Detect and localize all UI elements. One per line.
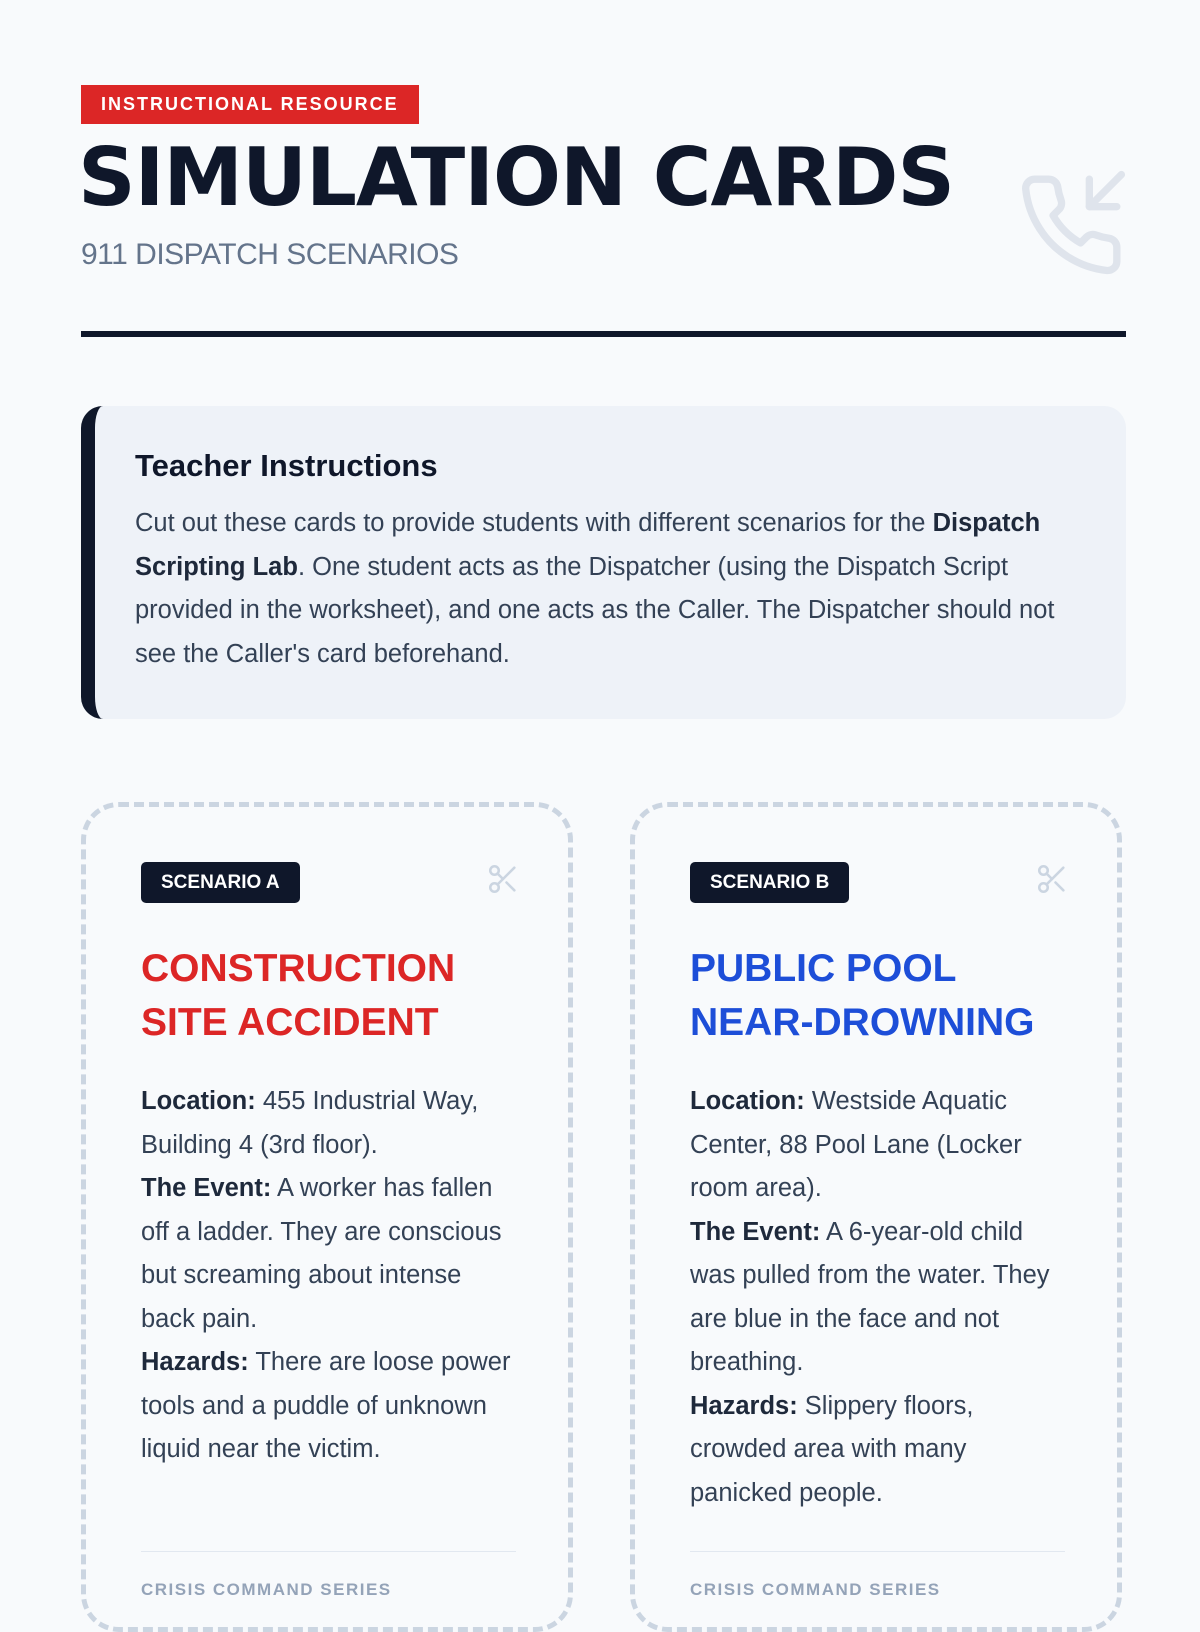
instructions-text bbox=[135, 502, 1085, 676]
scenario-details bbox=[141, 1080, 521, 1472]
location-label: Location: bbox=[141, 1087, 256, 1115]
card-footer: CRISIS COMMAND SERIES bbox=[690, 1580, 941, 1599]
scenario-badge: SCENARIO A bbox=[141, 862, 300, 903]
teacher-instructions-panel bbox=[81, 406, 1126, 719]
hazards-label: Hazards: bbox=[141, 1348, 249, 1376]
card-divider bbox=[690, 1551, 1065, 1552]
header-divider bbox=[81, 331, 1126, 337]
event-value: A 6-year-old child was pulled from the water. They are blue in the face and not breathing. bbox=[690, 1217, 1050, 1376]
instructions-text-part: . One student acts as the Dispatcher (using the Dispatch Script provided in the worksheet), and one acts as the Caller. The Dispatcher should not see the Caller's card beforehand. bbox=[135, 552, 1055, 668]
scenario-title bbox=[690, 942, 1090, 1050]
phone-incoming-icon bbox=[1016, 170, 1126, 280]
scissors-icon bbox=[1035, 862, 1069, 896]
scenario-badge: SCENARIO B bbox=[690, 862, 849, 903]
scenario-title-line: CONSTRUCTION bbox=[141, 947, 456, 990]
event-label: The Event: bbox=[690, 1217, 821, 1246]
scissors-icon bbox=[486, 862, 520, 896]
scenario-title-line: SITE ACCIDENT bbox=[141, 1001, 439, 1044]
event-label: The Event: bbox=[141, 1174, 272, 1202]
hazards-label: Hazards: bbox=[690, 1391, 798, 1420]
page-subtitle: 911 DISPATCH SCENARIOS bbox=[81, 238, 459, 271]
location-label: Location: bbox=[690, 1087, 805, 1115]
scenario-title-line: PUBLIC POOL bbox=[690, 947, 957, 990]
location-value: Westside Aquatic Center, 88 Pool Lane (Locker room area). bbox=[690, 1087, 1022, 1202]
page-title: SIMULATION CARDS bbox=[78, 131, 955, 224]
instructions-text-part: Cut out these cards to provide students with different scenarios for the bbox=[135, 509, 933, 537]
card-divider bbox=[141, 1551, 516, 1552]
hazards-value: There are loose power tools and a puddle of unknown liquid near the victim. bbox=[141, 1348, 511, 1463]
scenario-title-line: NEAR-DROWNING bbox=[690, 1001, 1035, 1044]
instructions-title: Teacher Instructions bbox=[135, 448, 438, 483]
scenario-card-b bbox=[630, 802, 1122, 1632]
hazards-value: Slippery floors, crowded area with many panicked people. bbox=[690, 1391, 974, 1507]
scenario-card-a bbox=[81, 802, 573, 1632]
scenario-title bbox=[141, 942, 541, 1050]
event-value: A worker has fallen off a ladder. They are conscious but screaming about intense back pain. bbox=[141, 1174, 502, 1333]
instructions-lab-name: Dispatch Scripting Lab bbox=[135, 509, 1041, 581]
card-footer: CRISIS COMMAND SERIES bbox=[141, 1580, 392, 1599]
location-value: 455 Industrial Way, Building 4 (3rd floor). bbox=[141, 1087, 479, 1159]
resource-tag: INSTRUCTIONAL RESOURCE bbox=[81, 85, 419, 124]
scenario-details bbox=[690, 1080, 1070, 1515]
